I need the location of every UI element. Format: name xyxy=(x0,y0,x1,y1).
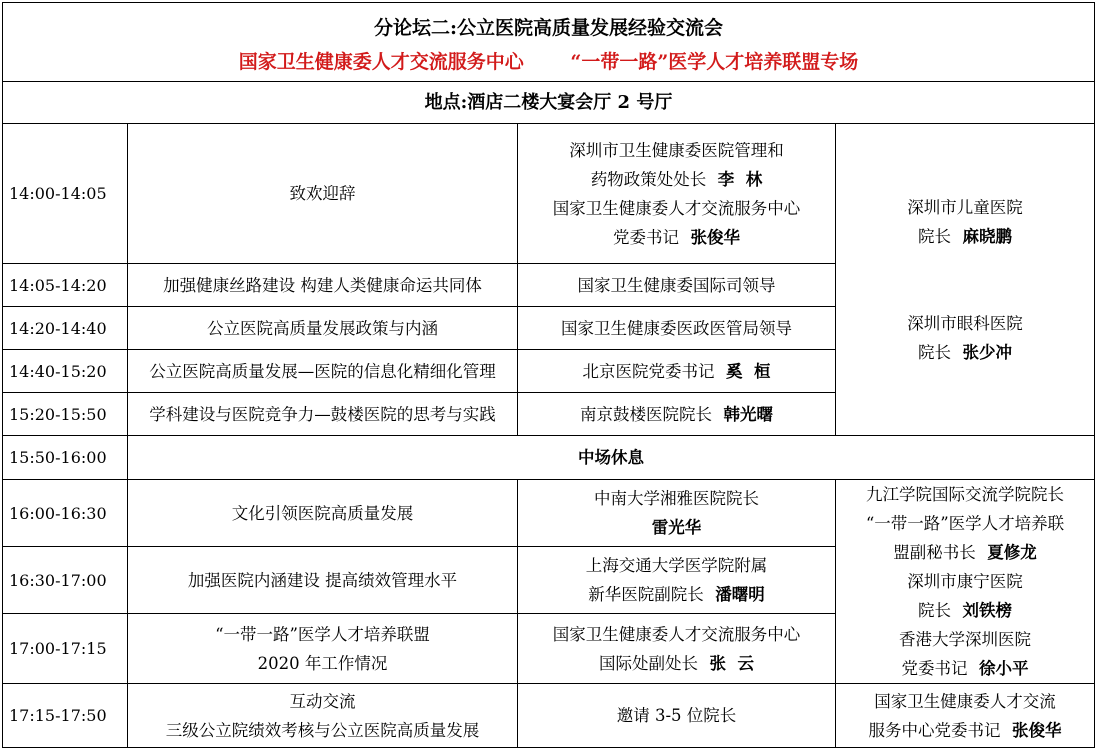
host-text: 党委书记 xyxy=(901,659,968,678)
time-slot: 16:00-16:30 xyxy=(3,480,128,547)
topic-text: 学科建设与医院竞争力—鼓楼医院的思考与实践 xyxy=(149,404,496,424)
speaker-text: 南京鼓楼医院院长 xyxy=(580,404,712,424)
session-topic xyxy=(128,393,518,436)
speaker-text: 北京医院党委书记 xyxy=(582,361,715,381)
speaker-line xyxy=(580,400,773,429)
host-text: 深圳市儿童医院 xyxy=(907,197,1023,217)
topic-text: 公立医院高质量发展政策与内涵 xyxy=(207,318,438,338)
time-slot: 15:20-15:50 xyxy=(3,393,128,436)
speaker xyxy=(518,393,836,436)
speaker-text: 药物政策处处长 xyxy=(590,169,707,189)
time-slot: 14:40-15:20 xyxy=(3,350,128,393)
forum-subtitle xyxy=(3,47,1094,74)
host-text: 院长 xyxy=(918,226,951,246)
break-label xyxy=(128,436,1094,480)
host-text: 深圳市眼科医院 xyxy=(907,313,1023,333)
speaker-text: 党委书记 xyxy=(613,227,679,247)
time-slot: 14:20-14:40 xyxy=(3,307,128,350)
speaker-text: 上海交通大学医学院附属 xyxy=(585,556,768,575)
host-text: 香港大学深圳医院 xyxy=(899,630,1031,649)
topic-line xyxy=(188,566,457,595)
speaker-text: 中南大学湘雅医院院长 xyxy=(594,489,759,508)
host-line xyxy=(962,280,967,309)
host-line xyxy=(869,716,1062,745)
topic-text: 文化引领医院高质量发展 xyxy=(231,503,414,523)
host-line xyxy=(902,654,1029,683)
topic-text: 公立医院高质量发展—医院的信息化精细化管理 xyxy=(149,361,496,381)
session-host xyxy=(836,480,1094,684)
speaker-line xyxy=(586,551,768,580)
speaker-text: 国家卫生健康委人才交流服务中心 xyxy=(552,198,801,218)
topic-line xyxy=(232,499,414,528)
organizer-name: 国家卫生健康委人才交流服务中心 xyxy=(238,51,524,73)
host-line xyxy=(918,596,1012,625)
topic-text: 加强医院内涵建设 提高绩效管理水平 xyxy=(187,570,458,590)
topic-line xyxy=(215,620,430,649)
speaker-line xyxy=(553,194,801,223)
speaker-person-name: 雷光华 xyxy=(651,518,702,537)
venue-location: 地点:酒店二楼大宴会厅 2 号厅 xyxy=(3,82,1094,124)
speaker-text: 国家卫生健康委医政医管局领导 xyxy=(561,318,792,338)
topic-line xyxy=(290,179,356,208)
host-line xyxy=(866,480,1064,509)
host-line xyxy=(907,309,1023,338)
time-slot: 16:30-17:00 xyxy=(3,547,128,614)
speaker-person-name: 奚 桓 xyxy=(714,361,771,381)
topic-text: “一带一路”医学人才培养联盟 xyxy=(215,624,430,644)
speaker-line xyxy=(591,165,762,194)
session-topic xyxy=(128,547,518,614)
speaker xyxy=(518,350,836,393)
host-text: 盟副秘书长 xyxy=(893,543,976,562)
speaker-line xyxy=(553,620,801,649)
host-person-name: 张俊华 xyxy=(1000,720,1062,740)
host-person-name: 麻晓鹏 xyxy=(951,226,1012,246)
topic-text: 互动交流 xyxy=(289,691,356,711)
topic-text: 加强健康丝路建设 构建人类健康命运共同体 xyxy=(163,275,482,295)
speaker-line xyxy=(594,484,759,513)
host-line xyxy=(866,509,1064,538)
speaker-line xyxy=(569,136,784,165)
speaker-text: 深圳市卫生健康委医院管理和 xyxy=(569,140,784,160)
host-person-name: 徐小平 xyxy=(967,659,1029,678)
time-slot: 15:50-16:00 xyxy=(3,436,128,480)
speaker-line xyxy=(599,649,754,678)
speaker xyxy=(518,547,836,614)
session-topic xyxy=(128,684,518,748)
topic-text: 2020 年工作情况 xyxy=(257,653,388,673)
speaker-text: 邀请 3-5 位院长 xyxy=(616,706,737,725)
host-line xyxy=(918,338,1012,367)
host-line xyxy=(893,538,1037,567)
session-topic xyxy=(128,614,518,684)
host-text: 国家卫生健康委人才交流 xyxy=(874,691,1056,711)
time-slot: 14:05-14:20 xyxy=(3,264,128,307)
host-text: 院长 xyxy=(918,342,951,362)
host-text: 院长 xyxy=(918,601,951,620)
session-topic xyxy=(128,480,518,547)
topic-line xyxy=(207,314,438,343)
host-text: 九江学院国际交流学院院长 xyxy=(866,485,1064,504)
speaker-person-name: 韩光曙 xyxy=(712,404,773,424)
session-topic xyxy=(128,307,518,350)
topic-text: 致欢迎辞 xyxy=(289,184,356,203)
host-text: 服务中心党委书记 xyxy=(868,720,1001,740)
host-line xyxy=(907,193,1023,222)
topic-line xyxy=(163,271,482,300)
host-line xyxy=(918,222,1012,251)
topic-line xyxy=(149,400,496,429)
speaker-text: 国际处副处长 xyxy=(599,653,698,673)
speaker-line xyxy=(578,271,776,300)
speaker-line xyxy=(561,314,792,343)
topic-line xyxy=(290,687,356,716)
speaker xyxy=(518,124,836,264)
speaker-line xyxy=(652,513,702,542)
speaker-line xyxy=(617,701,737,730)
speaker-text: 国家卫生健康委国际司领导 xyxy=(577,275,776,295)
speaker xyxy=(518,480,836,547)
speaker xyxy=(518,684,836,748)
topic-line xyxy=(166,716,480,745)
host-line xyxy=(899,625,1031,654)
host-line xyxy=(962,251,967,280)
session-topic xyxy=(128,124,518,264)
speaker xyxy=(518,264,836,307)
host-person-name: 张少冲 xyxy=(951,342,1012,362)
speaker xyxy=(518,614,836,684)
topic-text: 三级公立院绩效考核与公立医院高质量发展 xyxy=(165,720,480,740)
session-name: “一带一路”医学人才培养联盟专场 xyxy=(570,51,859,73)
host-line xyxy=(874,687,1056,716)
host-text: 深圳市康宁医院 xyxy=(907,572,1023,591)
speaker-text: 新华医院副院长 xyxy=(588,585,704,604)
session-topic xyxy=(128,350,518,393)
agenda-sheet xyxy=(2,2,1095,748)
time-slot: 17:00-17:15 xyxy=(3,614,128,684)
speaker-text: 国家卫生健康委人才交流服务中心 xyxy=(552,624,801,644)
speaker-person-name: 张 云 xyxy=(698,653,754,673)
speaker-person-name: 张俊华 xyxy=(679,227,740,247)
speaker xyxy=(518,307,836,350)
topic-line xyxy=(149,357,496,386)
speaker-person-name: 潘曙明 xyxy=(703,585,765,604)
host-person-name: 夏修龙 xyxy=(975,543,1037,562)
topic-line xyxy=(258,649,388,678)
time-slot: 17:15-17:50 xyxy=(3,684,128,748)
host-person-name: 刘铁榜 xyxy=(951,601,1012,620)
agenda-header xyxy=(3,3,1094,82)
speaker-line xyxy=(588,580,765,609)
session-host xyxy=(836,684,1094,748)
time-slot: 14:00-14:05 xyxy=(3,124,128,264)
forum-title: 分论坛二:公立医院高质量发展经验交流会 xyxy=(373,17,723,39)
speaker-line xyxy=(583,357,771,386)
session-topic xyxy=(128,264,518,307)
break-text: 中场休息 xyxy=(578,448,644,467)
speaker-line xyxy=(613,223,740,252)
speaker-person-name: 李 林 xyxy=(706,169,763,189)
host-text: “一带一路”医学人才培养联 xyxy=(865,514,1065,533)
session-host xyxy=(836,124,1094,436)
host-line xyxy=(907,567,1023,596)
